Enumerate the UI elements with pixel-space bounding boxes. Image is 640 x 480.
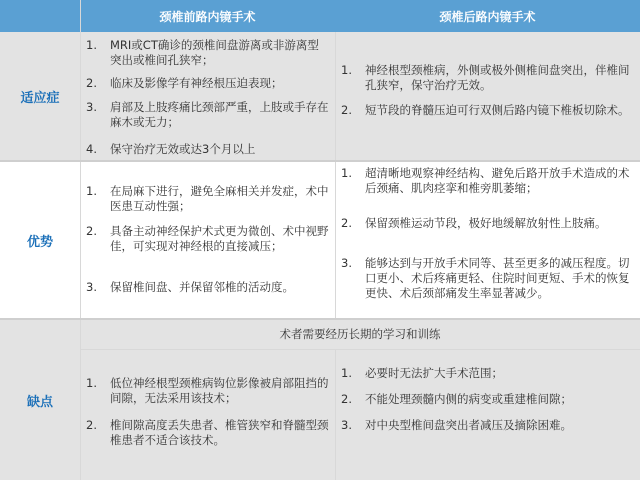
header-posterior: 颈椎后路内镜手术 xyxy=(335,0,640,32)
list-item: 1. 超清晰地观察神经结构、避免后路开放手术造成的术后颈痛、肌肉痉挛和椎旁肌萎缩； xyxy=(341,166,630,195)
list-item: 1. 低位神经根型颈椎病钩位影像被肩部阻挡的间隙，无法采用该技术； xyxy=(86,376,329,405)
list-item: 2. 具备主动神经保护术式更为微创、术中视野佳，可实现对神经根的直接减压； xyxy=(86,224,329,253)
list-item: 2. 临床及影像学有神经根压迫表现； xyxy=(86,76,283,90)
row-divider xyxy=(80,349,640,350)
column-divider xyxy=(335,32,336,320)
list-item: 3. 保留椎间盘、并保留邻椎的活动度。 xyxy=(86,280,294,294)
list-item: 4. 保守治疗无效或达3个月以上 xyxy=(86,142,256,156)
list-item: 1. 在局麻下进行，避免全麻相关并发症，术中医患互动性强； xyxy=(86,184,329,213)
column-divider xyxy=(335,350,336,480)
row-label-indications: 适应症 xyxy=(20,90,60,106)
column-divider xyxy=(80,0,81,480)
list-item: 1. 神经根型颈椎病，外侧或极外侧椎间盘突出，伴椎间孔狭窄，保守治疗无效。 xyxy=(341,63,630,92)
row-divider xyxy=(0,318,640,320)
list-item: 3. 对中央型椎间盘突出者减压及摘除困难。 xyxy=(341,418,572,432)
header-corner xyxy=(0,0,80,32)
list-item: 1. 必要时无法扩大手术范围； xyxy=(341,366,503,380)
disadvantages-shared-note: 术者需要经历长期的学习和训练 xyxy=(279,327,441,341)
list-item: 2. 短节段的脊髓压迫可行双侧后路内镜下椎板切除术。 xyxy=(341,103,630,117)
list-item: 1. MRI或CT确诊的颈椎间盘游离或非游离型突出或椎间孔狭窄； xyxy=(86,38,319,67)
list-item: 3. 能够达到与开放手术同等、甚至更多的减压程度。切口更小、术后疼痛更轻、住院时间更短、手术的恢复更快、术后颈部痛发生率显著减少。 xyxy=(341,256,630,300)
list-item: 3. 肩部及上肢疼痛比颈部严重，上肢或手存在麻木或无力； xyxy=(86,100,329,129)
list-item: 2. 保留颈椎运动节段，极好地缓解放射性上肢痛。 xyxy=(341,216,607,230)
row-label-disadvantages: 缺点 xyxy=(26,394,53,410)
list-item: 2. 椎间隙高度丢失患者、椎管狭窄和脊髓型颈椎患者不适合该技术。 xyxy=(86,418,329,447)
row-label-advantages: 优势 xyxy=(26,234,53,250)
row-divider xyxy=(0,160,640,162)
list-item: 2. 不能处理颈髓内侧的病变或重建椎间隙； xyxy=(341,392,572,406)
header-anterior: 颈椎前路内镜手术 xyxy=(80,0,335,32)
